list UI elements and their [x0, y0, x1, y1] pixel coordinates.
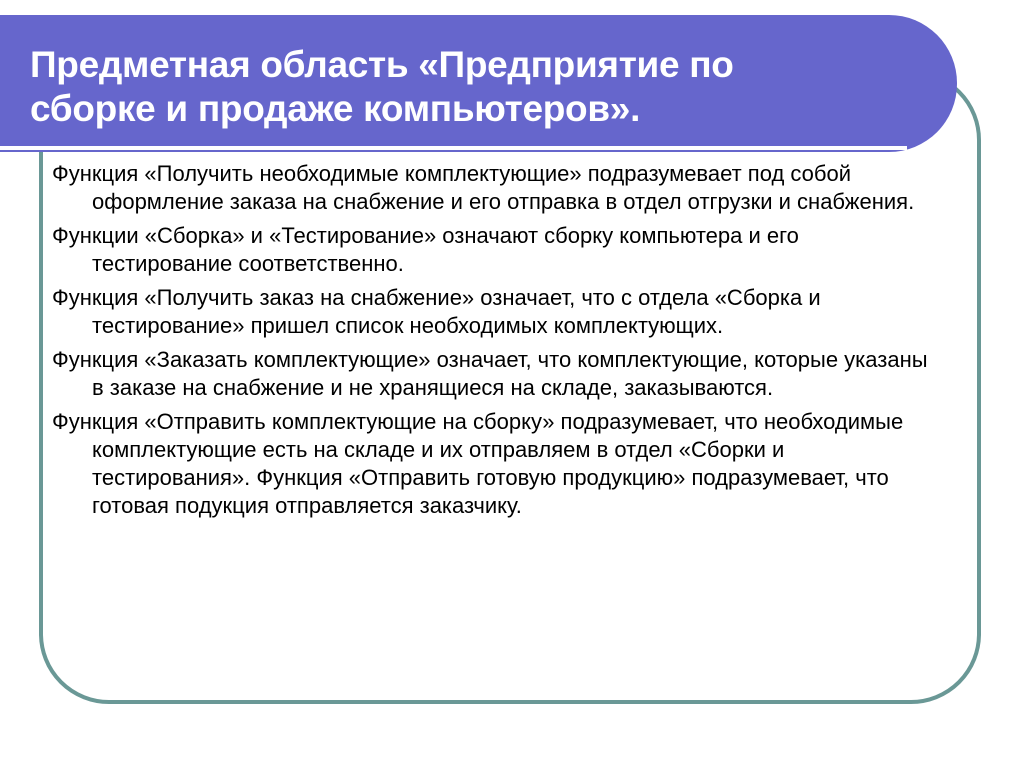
- paragraph: Функция «Получить заказ на снабжение» означает, что с отдела «Сборка и тестирование» пришел список необходимых комплектующих.: [52, 285, 821, 338]
- paragraph: Функция «Отправить комплектующие на сборку» подразумевает, что необходимые комплектующие есть на складе и их отправляем в отдел «Сборки и тестирования». Функция «Отправить готовую продукцию» подразумевает, что готовая подукция отправляется заказчику.: [52, 409, 904, 518]
- title-underline: [0, 146, 907, 150]
- paragraph: Функция «Заказать комплектующие» означает, что комплектующие, которые указаны в заказе на снабжение и не хранящиеся на складе, заказываются.: [52, 347, 928, 400]
- title-line-2: сборке и продаже компьютеров».: [30, 88, 641, 129]
- paragraph: Функции «Сборка» и «Тестирование» означают сборку компьютера и его тестирование соответственно.: [52, 223, 799, 276]
- slide-body: [52, 160, 932, 526]
- title-line-1: Предметная область «Предприятие по: [30, 44, 734, 85]
- paragraph: Функция «Получить необходимые комплектующие» подразумевает под собой оформление заказа на снабжение и его отправка в отдел отгрузки и снабжения.: [52, 161, 915, 214]
- title-banner: [0, 15, 957, 152]
- slide-title: [30, 43, 734, 131]
